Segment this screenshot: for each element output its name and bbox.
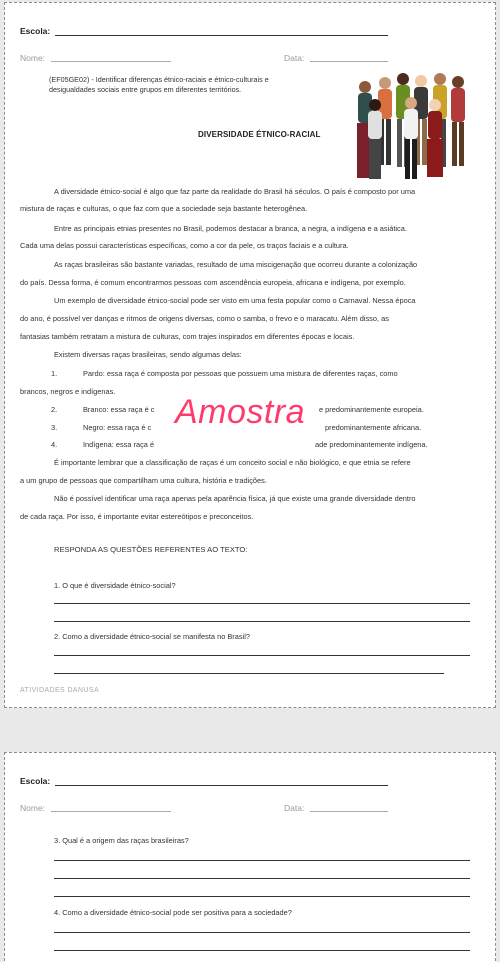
diverse-people-illustration xyxy=(345,65,480,183)
paragraph-3-line-1: As raças brasileiras são bastante variadas, resultado de uma miscigenação que ocorreu durante a colonização xyxy=(54,260,418,269)
name-label: Nome: xyxy=(20,53,46,63)
list-num-2: 2. xyxy=(51,405,58,414)
answer-line-2a[interactable] xyxy=(54,655,470,656)
question-1: 1. O que é diversidade étnico-social? xyxy=(54,581,176,590)
list-item-3-left: Negro: essa raça é c xyxy=(83,423,152,432)
paragraph-3-line-2: do país. Dessa forma, é comum encontrarmos pessoas com ascendência europeia, africana e indígena, por exemplo. xyxy=(20,278,406,287)
answer-line-1a[interactable] xyxy=(54,603,470,604)
paragraph-4-line-2: do ano, é possível ver danças e ritmos de origens diversas, como o samba, o frevo e o maracatu. Além disso, as xyxy=(20,314,389,323)
answer-line-2b[interactable] xyxy=(54,673,444,674)
question-3: 3. Qual é a origem das raças brasileiras? xyxy=(54,836,189,845)
paragraph-2-line-1: Entre as principais etnias presentes no Brasil, podemos destacar a branca, a negra, a indígena e a asiática. xyxy=(54,224,407,233)
school-label-2: Escola: xyxy=(20,776,51,786)
answer-line-3c[interactable] xyxy=(54,896,470,897)
name-line-2 xyxy=(51,811,171,812)
list-num-4: 4. xyxy=(51,440,58,449)
list-item-4-right: ade predominantemente indígena. xyxy=(315,440,428,449)
questions-title: RESPONDA AS QUESTÕES REFERENTES AO TEXTO: xyxy=(54,545,248,554)
paragraph-4-line-1: Um exemplo de diversidade étnico-social pode ser visto em uma festa popular como o Carnaval. Nessa época xyxy=(54,296,416,305)
list-num-1: 1. xyxy=(51,369,58,378)
school-label: Escola: xyxy=(20,26,51,36)
list-item-1-cont: brancos, negros e indígenas. xyxy=(20,387,116,396)
closing-2-line-1: Não é possível identificar uma raça apenas pela aparência física, já que existe uma grande diversidade dentro xyxy=(54,494,416,503)
date-line-2 xyxy=(310,811,388,812)
school-line-2 xyxy=(55,785,388,786)
paragraph-1-line-1: A diversidade étnico-social é algo que faz parte da realidade do Brasil há séculos. O país é composto por uma xyxy=(54,187,416,196)
objective-text xyxy=(49,75,269,95)
closing-1-line-2: a um grupo de pessoas que compartilham uma cultura, história e tradições. xyxy=(20,476,267,485)
paragraph-4-line-3: fantasias também retratam a mistura de culturas, com trajes inspirados em diferentes épocas e locais. xyxy=(20,332,355,341)
question-4: 4. Como a diversidade étnico-social pode ser positiva para a sociedade? xyxy=(54,908,292,917)
worksheet-page-1 xyxy=(4,2,496,708)
paragraph-1-line-2: mistura de raças e culturas, o que faz com que a sociedade seja bastante heterogênea. xyxy=(20,204,308,213)
question-2: 2. Como a diversidade étnico-social se manifesta no Brasil? xyxy=(54,632,250,641)
answer-line-3a[interactable] xyxy=(54,860,470,861)
date-label: Data: xyxy=(284,53,305,63)
list-num-3: 3. xyxy=(51,423,58,432)
objective-line-2: desigualdades sociais entre grupos em diferentes territórios. xyxy=(49,85,242,94)
footer-brand: ATIVIDADES DANUSA xyxy=(20,687,100,694)
answer-line-4a[interactable] xyxy=(54,932,470,933)
name-label-2: Nome: xyxy=(20,803,46,813)
worksheet-page-2 xyxy=(4,752,496,962)
paragraph-2-line-2: Cada uma delas possui características específicas, como a cor da pele, os traços faciais e a cultura. xyxy=(20,241,349,250)
watermark-text: Amostra xyxy=(175,393,306,431)
list-item-3-right: predominantemente africana. xyxy=(325,423,422,432)
page-title: DIVERSIDADE ÉTNICO-RACIAL xyxy=(198,130,321,139)
date-label-2: Data: xyxy=(284,803,305,813)
answer-line-1b[interactable] xyxy=(54,621,470,622)
date-line xyxy=(310,61,388,62)
answer-line-4b[interactable] xyxy=(54,950,470,951)
objective-line-1: (EF05GE02) - Identificar diferenças étnico-raciais e étnico-culturais e xyxy=(49,75,269,84)
list-item-1-text: Pardo: essa raça é composta por pessoas que possuem uma mistura de diferentes raças, como xyxy=(83,369,398,378)
list-item-2-left: Branco: essa raça é c xyxy=(83,405,155,414)
name-line xyxy=(51,61,171,62)
school-line xyxy=(55,35,388,36)
closing-2-line-2: de cada raça. Por isso, é importante evitar estereótipos e preconceitos. xyxy=(20,512,254,521)
list-item-2-right: e predominantemente europeia. xyxy=(319,405,424,414)
paragraph-5: Existem diversas raças brasileiras, sendo algumas delas: xyxy=(54,350,242,359)
list-item-4-left: Indígena: essa raça é xyxy=(83,440,155,449)
answer-line-3b[interactable] xyxy=(54,878,470,879)
closing-1-line-1: É importante lembrar que a classificação de raças é um conceito social e não biológico, e que etnia se refere xyxy=(54,458,411,467)
